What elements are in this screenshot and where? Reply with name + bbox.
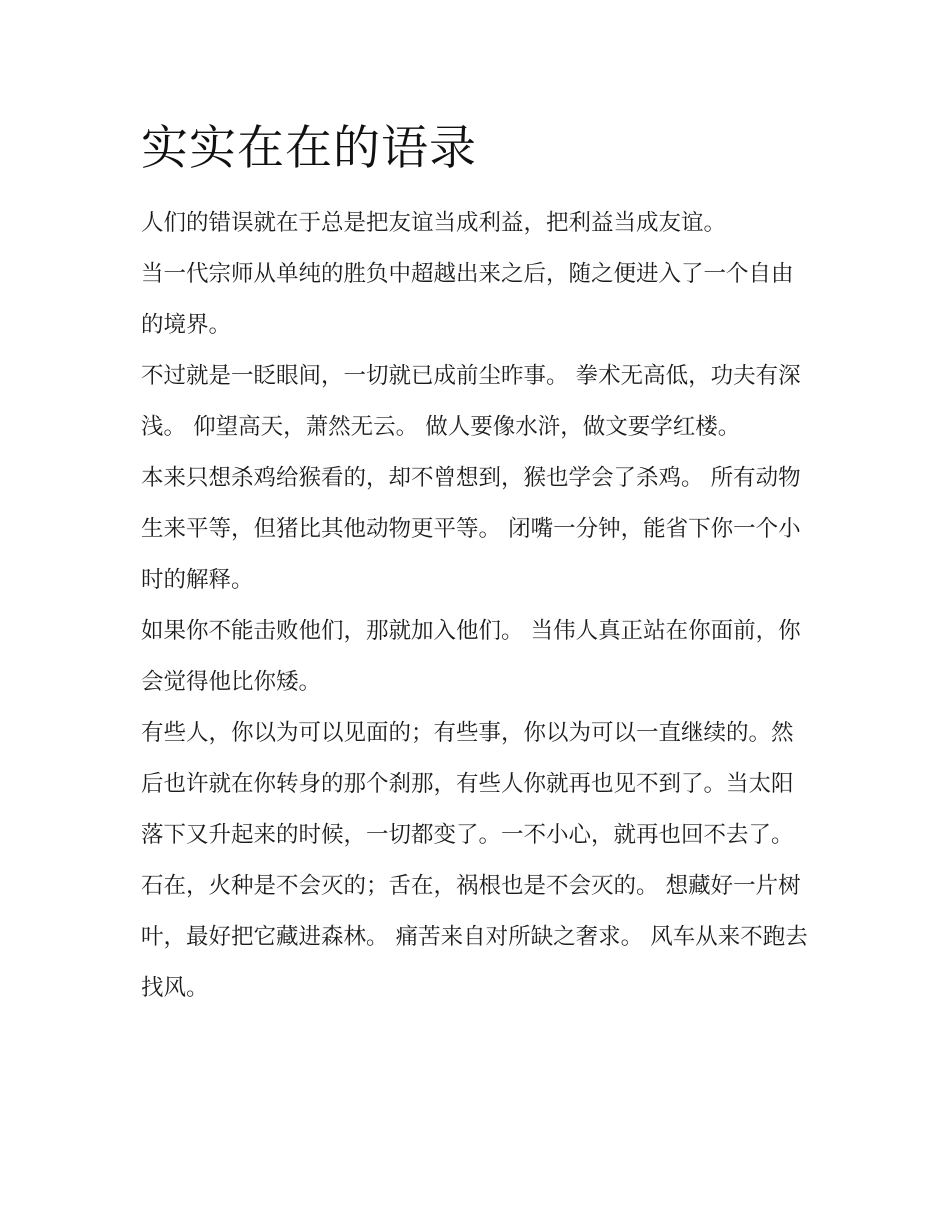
document-body — [141, 118, 813, 1014]
quote-paragraph-7: 石在，火种是不会灭的；舌在，祸根也是不会灭的。 想藏好一片树叶，最好把它藏进森林。 痛苦来自对所缺之奢求。 风车从来不跑去找风。 — [141, 873, 808, 1001]
quote-paragraph-2: 当一代宗师从单纯的胜负中超越出来之后，随之便进入了一个自由的境界。 — [141, 261, 794, 338]
quote-paragraph-4: 本来只想杀鸡给猴看的，却不曾想到，猴也学会了杀鸡。 所有动物生来平等，但猪比其他动物更平等。 闭嘴一分钟，能省下你一个小时的解释。 — [141, 465, 801, 593]
quote-paragraph-6: 有些人，你以为可以见面的；有些事，你以为可以一直继续的。然后也许就在你转身的那个刹那，有些人你就再也见不到了。当太阳落下又升起来的时候，一切都变了。一不小心，就再也回不去了。 — [141, 720, 794, 848]
quote-paragraph-3: 不过就是一眨眼间，一切就已成前尘昨事。 拳术无高低，功夫有深浅。 仰望高天，萧然无云。 做人要像水浒，做文要学红楼。 — [141, 363, 801, 440]
document-title: 实实在在的语录 — [141, 121, 477, 176]
quote-paragraph-5: 如果你不能击败他们，那就加入他们。 当伟人真正站在你面前，你会觉得他比你矮。 — [141, 618, 801, 695]
quote-paragraph-1: 人们的错误就在于总是把友谊当成利益，把利益当成友谊。 — [141, 210, 727, 236]
